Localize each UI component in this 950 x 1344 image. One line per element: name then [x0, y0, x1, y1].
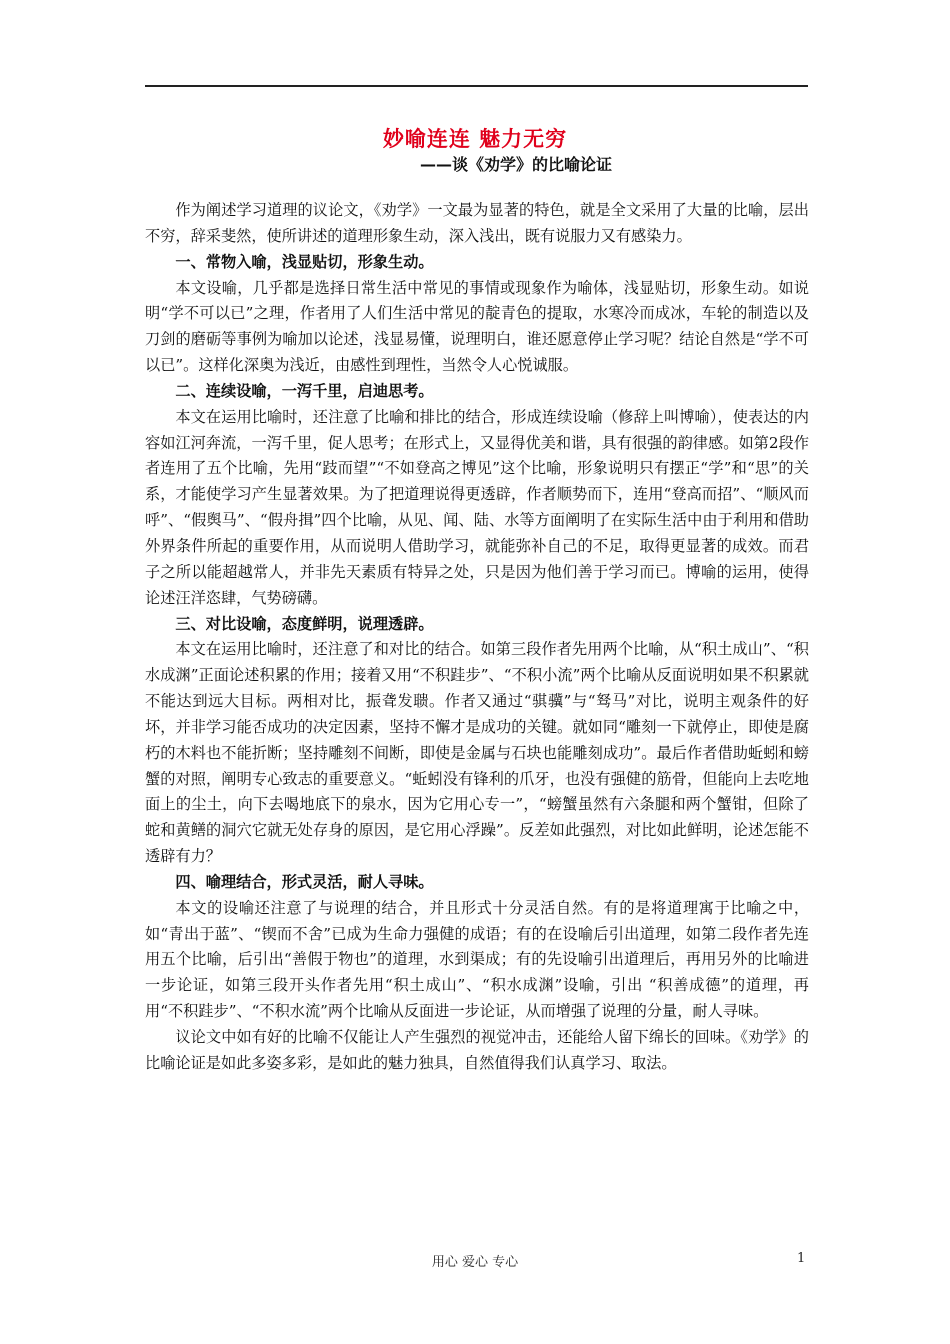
footer-motto: 用心 爱心 专心	[431, 1255, 519, 1270]
paragraph-section-2: 本文在运用比喻时，还注意了比喻和排比的结合，形成连续设喻（修辞上叫博喻），使表达的内容如江河奔流，一泻千里，促人思考；在形式上，又显得优美和谐，具有很强的韵律感。如第2段作者连用了五个比喻，先用“跂而望”“不如登高之博见”这个比喻，形象说明只有摆正“学”和“思”的关系，才能使学习产生显著效果。为了把道理说得更透辟，作者顺势而下，连用“登高而招”、“顺风而呼”、“假舆马”、“假舟揖”四个比喻，从见、闻、陆、水等方面阐明了在实际生活中由于利用和借助外界条件所起的重要作用，从而说明人借助学习，就能弥补自己的不足，取得更显著的成效。而君子之所以能超越常人，并非先天素质有特异之处，只是因为他们善于学习而已。博喻的运用，使得论述汪洋恣肆，气势磅礴。	[145, 407, 809, 607]
section-heading-1: 一、常物入喻，浅显贴切，形象生动。	[175, 252, 434, 271]
paragraph-intro: 作为阐述学习道理的议论文，《劝学》一文最为显著的特色，就是全文采用了大量的比喻，层出不穷，辞采斐然，使所讲述的道理形象生动，深入浅出，既有说服力又有感染力。	[145, 201, 809, 245]
paragraph-conclusion: 议论文中如有好的比喻不仅能让人产生强烈的视觉冲击，还能给人留下绵长的回味。《劝学》的比喻论证是如此多姿多彩，是如此的魅力独具，自然值得我们认真学习、取法。	[145, 1028, 809, 1072]
page-number: 1	[797, 1251, 806, 1266]
paragraph-section-4: 本文的设喻还注意了与说理的结合，并且形式十分灵活自然。有的是将道理寓于比喻之中，如“青出于蓝”、“锲而不舍”已成为生命力强健的成语；有的在设喻后引出道理，如第二段作者先连用五个比喻，后引出“善假于物也”的道理，水到渠成；有的先设喻引出道理后，再用另外的比喻进一步论证，如第三段开头作者先用“积土成山”、“积水成渊”设喻，引出 “积善成德”的道理，再用“不积跬步”、“不积水流”两个比喻从反面进一步论证，从而增强了说理的分量，耐人寻味。	[145, 898, 809, 1021]
page-subtitle: ——谈《劝学》的比喻论证	[420, 155, 613, 174]
section-heading-3: 三、对比设喻，态度鲜明，说理透辟。	[175, 614, 434, 633]
section-heading-2: 二、连续设喻，一泻千里，启迪思考。	[175, 381, 434, 400]
paragraph-section-3: 本文在运用比喻时，还注意了和对比的结合。如第三段作者先用两个比喻，从“积土成山”、“积水成渊”正面论述积累的作用；接着又用“不积跬步”、“不积小流”两个比喻从反面说明如果不积累就不能达到远大目标。两相对比，振聋发聩。作者又通过“骐骥”与“驽马”对比，说明主观条件的好坏，并非学习能否成功的决定因素，坚持不懈才是成功的关键。就如同“雕刻一下就停止，即使是腐朽的木料也不能折断；坚持雕刻不间断，即使是金属与石块也能雕刻成功”。最后作者借助蚯蚓和螃蟹的对照，阐明专心致志的重要意义。“蚯蚓没有锋利的爪牙，也没有强健的筋骨，但能向上去吃地面上的尘土，向下去喝地底下的泉水，因为它用心专一”，“螃蟹虽然有六条腿和两个蟹钳，但除了蛇和黄鳝的洞穴它就无处存身的原因，是它用心浮躁”。反差如此强烈，对比如此鲜明，论述怎能不透辟有力？	[145, 640, 809, 866]
header-rule	[145, 85, 808, 87]
article-body	[145, 198, 809, 1077]
paragraph-section-1: 本文设喻，几乎都是选择日常生活中常见的事情或现象作为喻体，浅显贴切，形象生动。如说明“学不可以已”之理，作者用了人们生活中常见的靛青色的提取，水寒冷而成冰，车轮的制造以及刀剑的磨砺等事例为喻加以论述，浅显易懂，说理明白，谁还愿意停止学习呢？结论自然是“学不可以已”。这样化深奥为浅近，由感性到理性，当然令人心悦诚服。	[145, 278, 809, 375]
section-heading-4: 四、喻理结合，形式灵活，耐人寻味。	[175, 872, 434, 891]
page-title: 妙喻连连 魅力无穷	[382, 127, 568, 151]
